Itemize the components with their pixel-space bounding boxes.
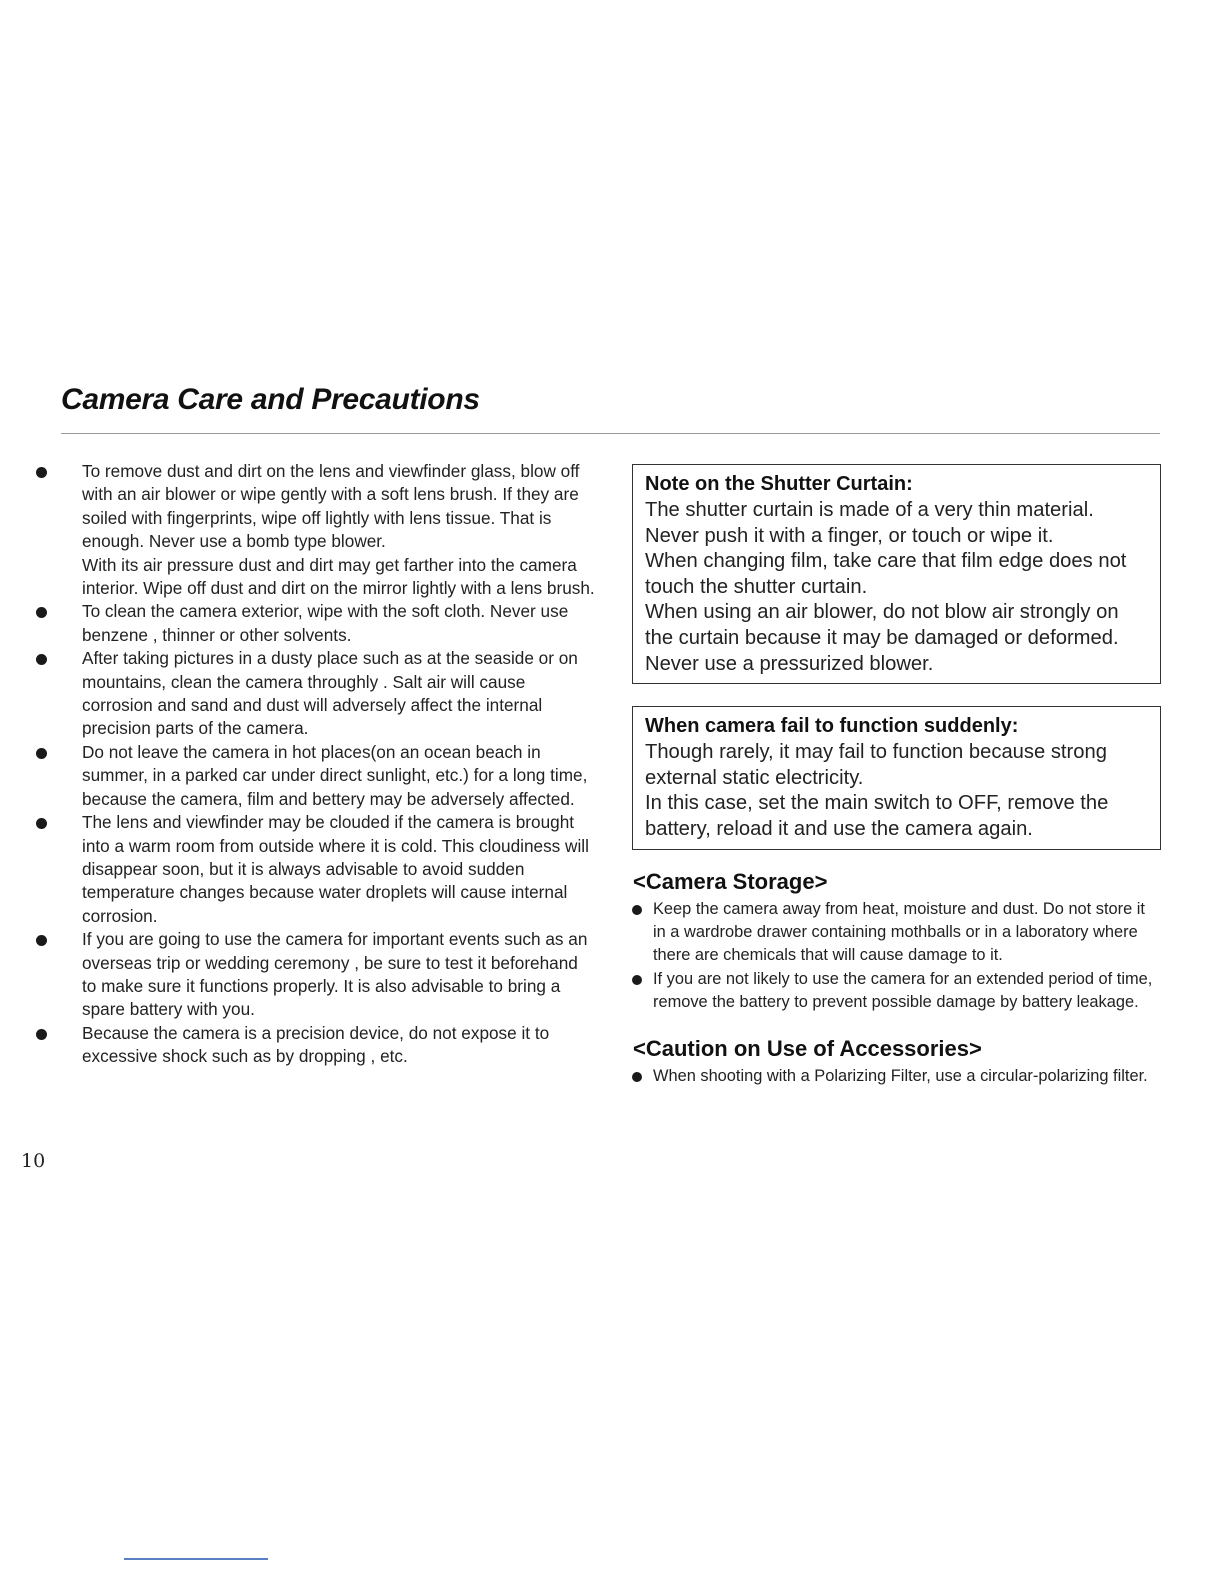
list-item [632,968,1162,1015]
list-item [36,741,596,811]
accessories-list [632,1065,1162,1088]
list-item [36,460,596,600]
list-item [36,811,596,928]
care-list [36,460,596,1069]
bullet-icon [632,975,642,985]
bullet-icon [632,905,642,915]
list-item [36,647,596,741]
note-text: Though rarely, it may fail to function because strong external static electricity. [645,741,1107,789]
camera-storage-list [632,898,1162,1015]
note-body [645,740,1150,842]
footer-line [124,1558,268,1560]
list-item [632,898,1162,968]
care-text: The lens and viewfinder may be clouded if the camera is brought into a warm room from outside where it is cold. This cloudiness will disappear soon, but it is always advisable to avoid sudden temperature changes because water droplets will cause internal corrosion. [82,812,589,926]
left-column [36,460,596,1069]
note-body [645,498,1150,677]
list-item [36,600,596,647]
storage-text: If you are not likely to use the camera for an extended period of time, remove the battery to prevent possible damage by battery leakage. [653,969,1153,1012]
right-column [632,464,1162,1088]
bullet-icon [36,818,47,829]
page-title: Camera Care and Precautions [61,383,480,416]
care-text: To remove dust and dirt on the lens and viewfinder glass, blow off with an air blower or wipe gently with a soft lens brush. If they are soiled with fingerprints, wipe off lightly with lens tissue. That is enough. Never use a bomb type blower. [82,461,580,552]
bullet-icon [36,935,47,946]
page-number: 10 [21,1150,46,1172]
bullet-icon [36,607,47,618]
storage-text: Keep the camera away from heat, moisture and dust. Do not store it in a wardrobe drawer containing mothballs or in a laboratory where there are chemicals that will cause damage to it. [653,899,1145,965]
title-divider [61,433,1160,434]
bullet-icon [36,467,47,478]
list-item [36,1022,596,1069]
sudden-failure-note [632,706,1161,849]
care-text: If you are going to use the camera for important events such as an overseas trip or wedding ceremony , be sure to test it beforehand to make sure it functions properly. It is also advisable to bring a spare battery with you. [82,929,588,1020]
camera-storage-heading: <Camera Storage> [633,868,828,894]
accessories-text: When shooting with a Polarizing Filter, use a circular-polarizing filter. [653,1066,1148,1085]
care-text: To clean the camera exterior, wipe with the soft cloth. Never use benzene , thinner or other solvents. [82,601,569,645]
accessories-heading: <Caution on Use of Accessories> [633,1035,982,1061]
note-text: The shutter curtain is made of a very thin material. Never push it with a finger, or touch or wipe it. [645,499,1094,547]
list-item [36,928,596,1022]
care-text: Do not leave the camera in hot places(on an ocean beach in summer, in a parked car under direct sunlight, etc.) for a long time, because the camera, film and bettery may be adversely affected. [82,741,588,809]
bullet-icon [36,748,47,759]
note-text: When changing film, take care that film edge does not touch the shutter curtain. [645,550,1127,598]
note-title: When camera fail to function suddenly: [645,715,1019,738]
note-text: In this case, set the main switch to OFF, remove the battery, reload it and use the camera again. [645,792,1109,840]
bullet-icon [36,1029,47,1040]
note-title: Note on the Shutter Curtain: [645,473,913,495]
care-text: Because the camera is a precision device, do not expose it to excessive shock such as by dropping , etc. [82,1022,550,1067]
shutter-curtain-note [632,464,1161,684]
bullet-icon [36,654,47,665]
list-item [632,1065,1162,1088]
care-text: After taking pictures in a dusty place such as at the seaside or on mountains, clean the camera throughly . Salt air will cause corrosion and sand and dust will adversely affect the internal precision parts of the camera. [82,648,578,739]
care-text: With its air pressure dust and dirt may get farther into the camera interior. Wipe off dust and dirt on the mirror lightly with a lens brush. [82,554,595,599]
bullet-icon [632,1072,642,1082]
note-text: When using an air blower, do not blow air strongly on the curtain because it may be damaged or deformed. Never use a pressurized blower. [645,601,1119,675]
